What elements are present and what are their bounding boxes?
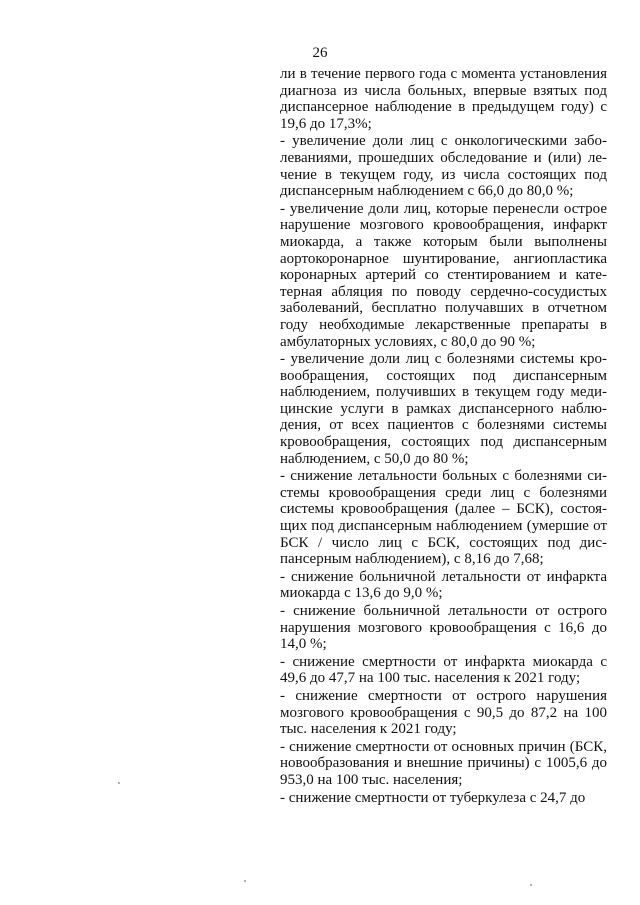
paragraph-10: - снижение смертности от основных причин (БСК, новообразования и внешние причины) с 1005,6 до 953,0 на 100 тыс. населения; [280,738,607,788]
scan-speck [530,884,532,886]
paragraph-5: - снижение летальности больных с болезнями системы кровообращения среди лиц с болезнями системы кровообращения (далее – БСК), состоящих под диспансерным наблюдением (умершие от БСК / число лиц с БСК, состоящих под диспансерным наблюдением), с 8,16 до 7,68; [280,468,607,568]
scan-speck [244,880,246,882]
document-body [280,66,607,806]
paragraph-4: - увеличение доли лиц с болезнями системы кровообращения, состоящих под диспансерным наблюдением, получивших в текущем году медицинские услуги в рамках диспансерного наблюдения, от всех пациентов с болезнями системы кровообращения, состоящих под диспансерным наблюдением, с 50,0 до 80 %; [280,351,607,467]
scan-speck [118,782,120,784]
paragraph-1: ли в течение первого года с момента установления диагноза из числа больных, впервые взятых под диспансерное наблюдение в предыдущем году) с 19,6 до 17,3%; [280,66,607,132]
paragraph-7: - снижение больничной летальности от острого нарушения мозгового кровообращения с 16,6 до 14,0 %; [280,603,607,653]
paragraph-11: - снижение смертности от туберкулеза с 24,7 до [280,789,586,806]
paragraph-9: - снижение смертности от острого нарушения мозгового кровообращения с 90,5 до 87,2 на 100 тыс. населения к 2021 году; [280,687,607,738]
paragraph-2: - увеличение доли лиц с онкологическими заболеваниями, прошедших обследование и (или) лечение в текущем году, из числа состоящих под диспансерным наблюдением с 66,0 до 80,0 %; [280,133,607,200]
paragraph-3: - увеличение доли лиц, которые перенесли острое нарушение мозгового кровообращения, инфаркт миокарда, а также которым были выполнены аортокоронарное шунтирование, ангиопластика коронарных артерий со стентированием и катетерная абляция по поводу сердечно-сосудистых заболеваний, бесплатно получавших в отчетном году необходимые лекарственные препараты в амбулаторных условиях, с 80,0 до 90 %; [280,200,607,350]
paragraph-8: - снижение смертности от инфаркта миокарда с 49,6 до 47,7 на 100 тыс. населения к 2021 году; [280,653,607,687]
page-number: 26 [312,45,328,61]
paragraph-6: - снижение больничной летальности от инфаркта миокарда с 13,6 до 9,0 %; [280,568,607,602]
